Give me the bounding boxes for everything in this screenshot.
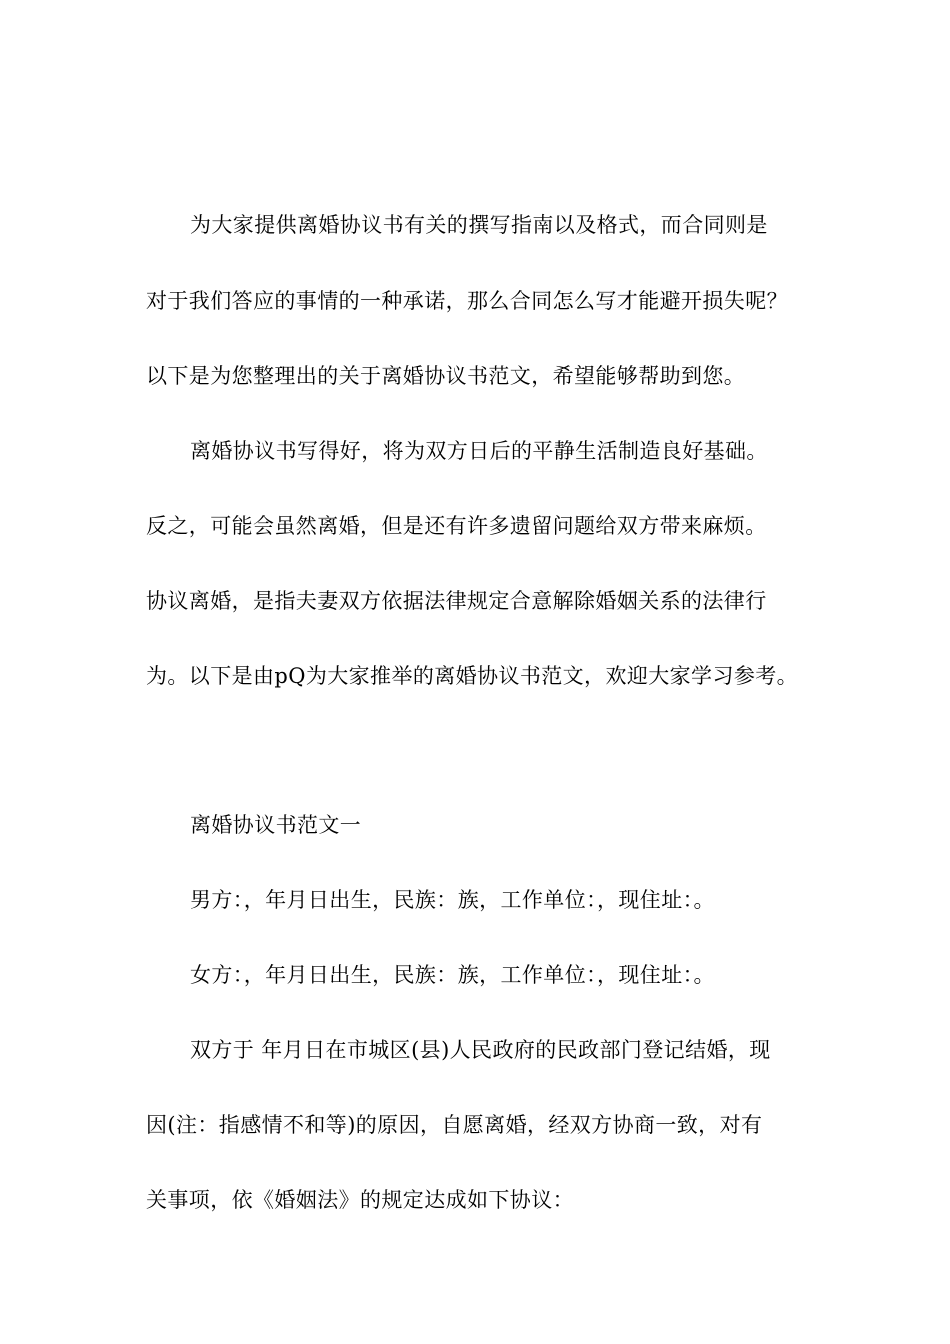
woman-info-line: 女方：，年月日出生，民族：族，工作单位：，现住址：。 <box>190 963 715 987</box>
second-paragraph-line-1: 离婚协议书写得好，将为双方日后的平静生活制造良好基础。 <box>190 439 768 463</box>
section-title: 离婚协议书范文一 <box>190 813 362 837</box>
man-info-line: 男方：，年月日出生，民族：族，工作单位：，现住址：。 <box>190 888 715 912</box>
intro-paragraph-line-1: 为大家提供离婚协议书有关的撰写指南以及格式，而合同则是 <box>190 213 768 237</box>
statement-line-1: 双方于 年月日在市城区(县)人民政府的民政部门登记结婚，现 <box>190 1038 771 1062</box>
statement-line-2: 因(注：指感情不和等)的原因，自愿离婚，经双方协商一致，对有 <box>146 1113 763 1137</box>
second-paragraph-line-2: 反之，可能会虽然离婚，但是还有许多遗留问题给双方带来麻烦。 <box>146 514 767 538</box>
intro-paragraph-line-2: 对于我们答应的事情的一种承诺，那么合同怎么写才能避开损失呢？ <box>146 289 788 313</box>
intro-paragraph-line-3: 以下是为您整理出的关于离婚协议书范文，希望能够帮助到您。 <box>146 364 746 388</box>
second-paragraph-line-3: 协议离婚，是指夫妻双方依据法律规定合意解除婚姻关系的法律行 <box>146 589 767 613</box>
second-paragraph-line-4: 为。以下是由pQ为大家推举的离婚协议书范文，欢迎大家学习参考。 <box>146 664 799 688</box>
statement-line-3: 关事项，依《婚姻法》的规定达成如下协议： <box>146 1188 574 1212</box>
